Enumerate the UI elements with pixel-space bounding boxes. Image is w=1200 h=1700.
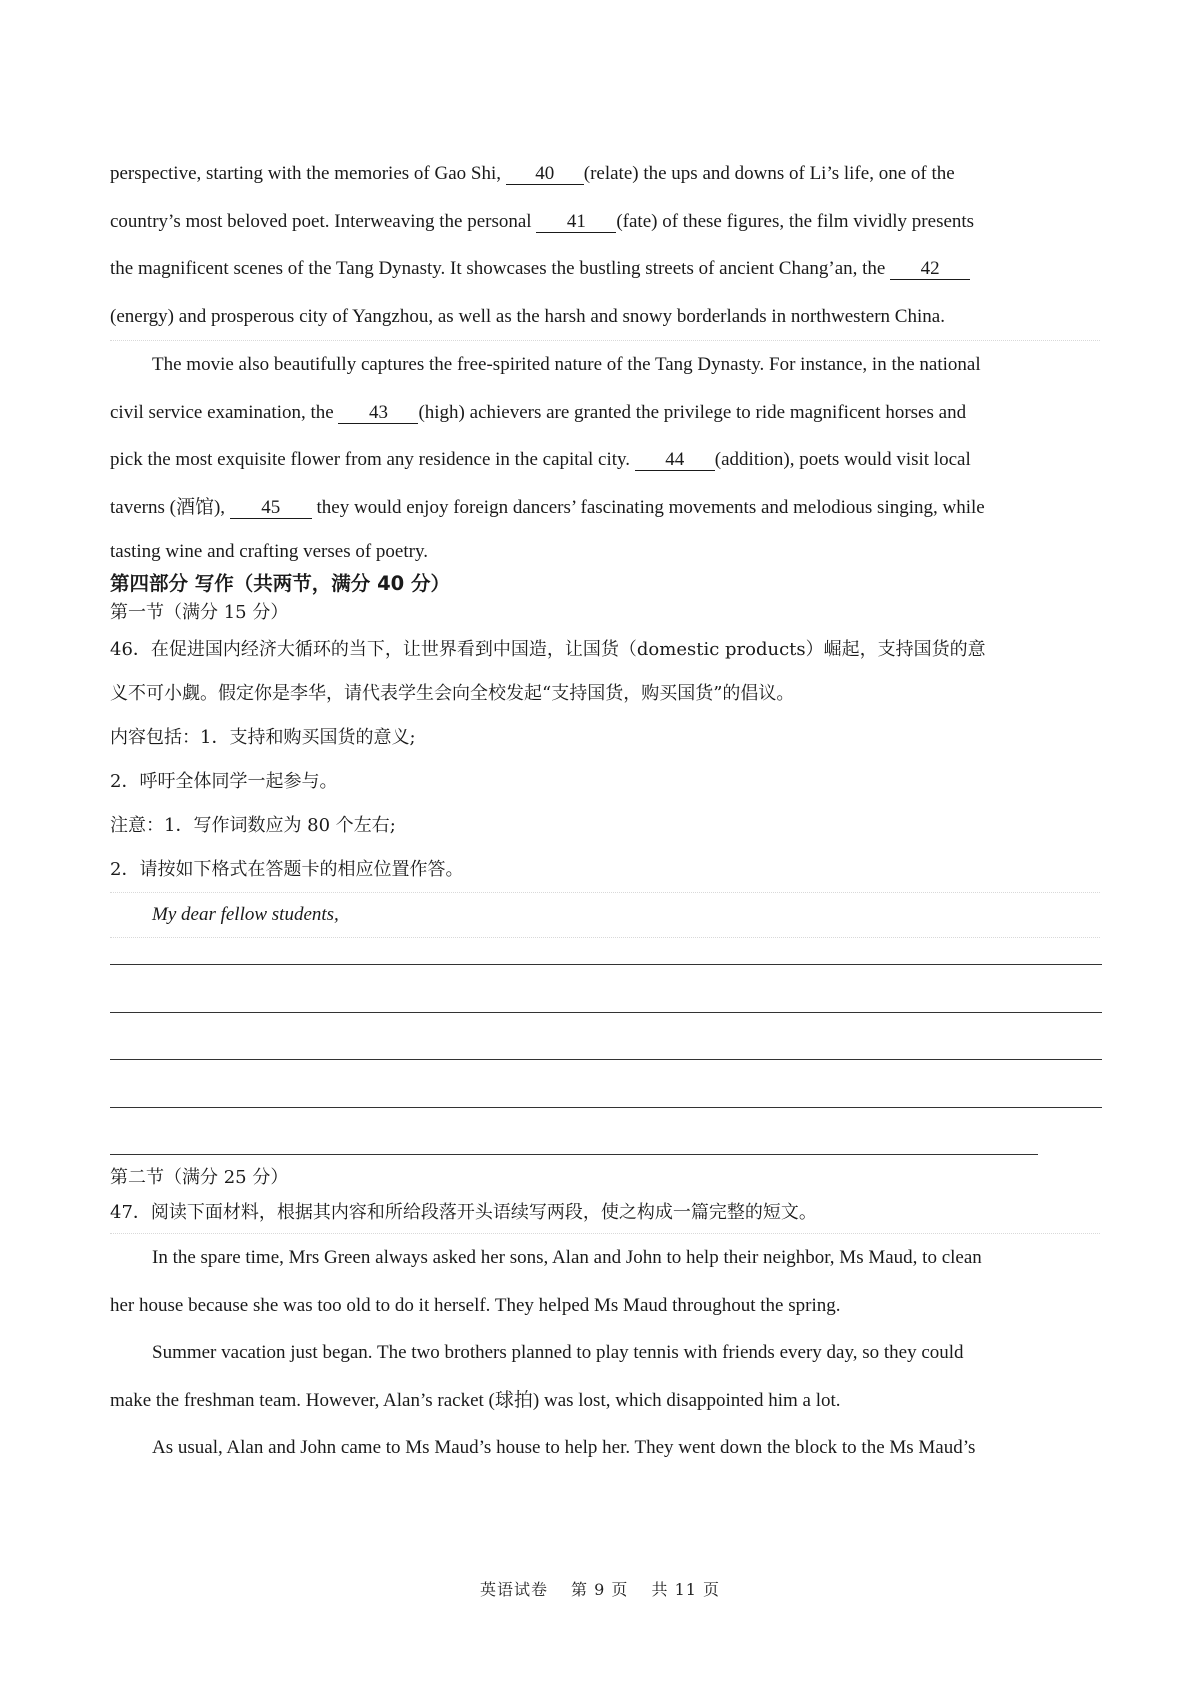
section1-title: 第一节（满分 15 分） [110,602,289,623]
q46-text-line2: 义不可小觑。假定你是李华，请代表学生会向全校发起“支持国货，购买国货”的倡议。 [110,683,795,704]
blank-42: 42 [890,259,970,280]
passage-line-2 [110,198,1100,246]
passage-text: (energy) and prosperous city of Yangzhou, as well as the harsh and snowy borderlands in northwestern China. [110,305,945,327]
passage-text: civil service examination, the [110,401,339,423]
passage-line-7 [110,436,1100,484]
content-item-1: 内容包括：1．支持和购买国货的意义; [110,727,416,748]
passage-line-9 [110,535,1100,569]
passage-text: the magnificent scenes of the Tang Dynasty. It showcases the bustling streets of ancient Chang’an, the [110,258,891,279]
passage-text: they would enjoy foreign dancers’ fascinating movements and melodious singing, while [311,496,985,518]
passage-text: pick the most exquisite flower from any residence in the capital city. [110,449,635,470]
passage-line-8 [110,484,1100,532]
passage-text: tasting wine and crafting verses of poetry. [110,541,428,562]
passage-text: (fate) of these figures, the film vividly presents [616,210,975,232]
blank-45: 45 [230,498,312,519]
writing-line [110,1013,1102,1061]
writing-line [110,1108,1038,1156]
blank-40: 40 [506,164,584,185]
passage-text: (relate) the ups and downs of Li’s life, one of the [583,163,955,184]
passage-text: country’s most beloved poet. Interweaving the personal [110,210,537,232]
passage-text: The movie also beautifully captures the free-spirited nature of the Tang Dynasty. For instance, in the national [152,354,981,375]
passage-line-3 [110,245,1100,293]
note-item-2: 2．请按如下格式在答题卡的相应位置作答。 [110,848,1100,893]
story-line: her house because she was too old to do it herself. They helped Ms Maud throughout the spring. [110,1294,841,1316]
part4-title: 第四部分 写作（共两节，满分 40 分） [110,572,451,595]
passage-line-6 [110,389,1100,437]
q47-text: 47．阅读下面材料，根据其内容和所给段落开头语续写两段，使之构成一篇完整的短文。 [110,1193,1100,1234]
q46-text-line1: 46．在促进国内经济大循环的当下，让世界看到中国造，让国货（domestic products）崛起，支持国货的意 [110,639,986,660]
passage-line-5 [110,341,1100,389]
content-item-2: 2．呼吁全体同学一起参与。 [110,771,338,792]
passage-line-4 [110,293,1100,342]
passage-text: (high) achievers are granted the privilege to ride magnificent horses and [418,401,967,423]
blank-41: 41 [536,212,616,233]
salutation: My dear fellow students, [110,893,1100,938]
blank-44: 44 [635,450,715,471]
writing-line [110,1060,1102,1108]
passage-text: (addition), poets would visit local [714,449,971,470]
story-line: make the freshman team. However, Alan’s racket (球拍) was lost, which disappointed him a lot. [110,1389,841,1411]
passage-text: taverns (酒馆), [110,496,230,518]
exam-page [110,150,1100,1472]
story-line: In the spare time, Mrs Green always asked her sons, Alan and John to help their neighbor, Ms Maud, to clean [152,1247,982,1268]
writing-line [110,938,1102,965]
note-item-1: 注意：1．写作词数应为 80 个左右; [110,815,396,836]
section2-title: 第二节（满分 25 分） [110,1167,289,1188]
story-line: Summer vacation just began. The two brothers planned to play tennis with friends every day, so they could [152,1342,964,1363]
page-footer: 英语试卷 第 9 页 共 11 页 [479,1580,721,1599]
writing-line [110,965,1102,1013]
passage-line-1 [110,150,1100,198]
blank-43: 43 [338,403,418,424]
story-line: As usual, Alan and John came to Ms Maud’s house to help her. They went down the block to the Ms Maud’s [152,1437,976,1458]
passage-text: perspective, starting with the memories of Gao Shi, [110,163,506,184]
